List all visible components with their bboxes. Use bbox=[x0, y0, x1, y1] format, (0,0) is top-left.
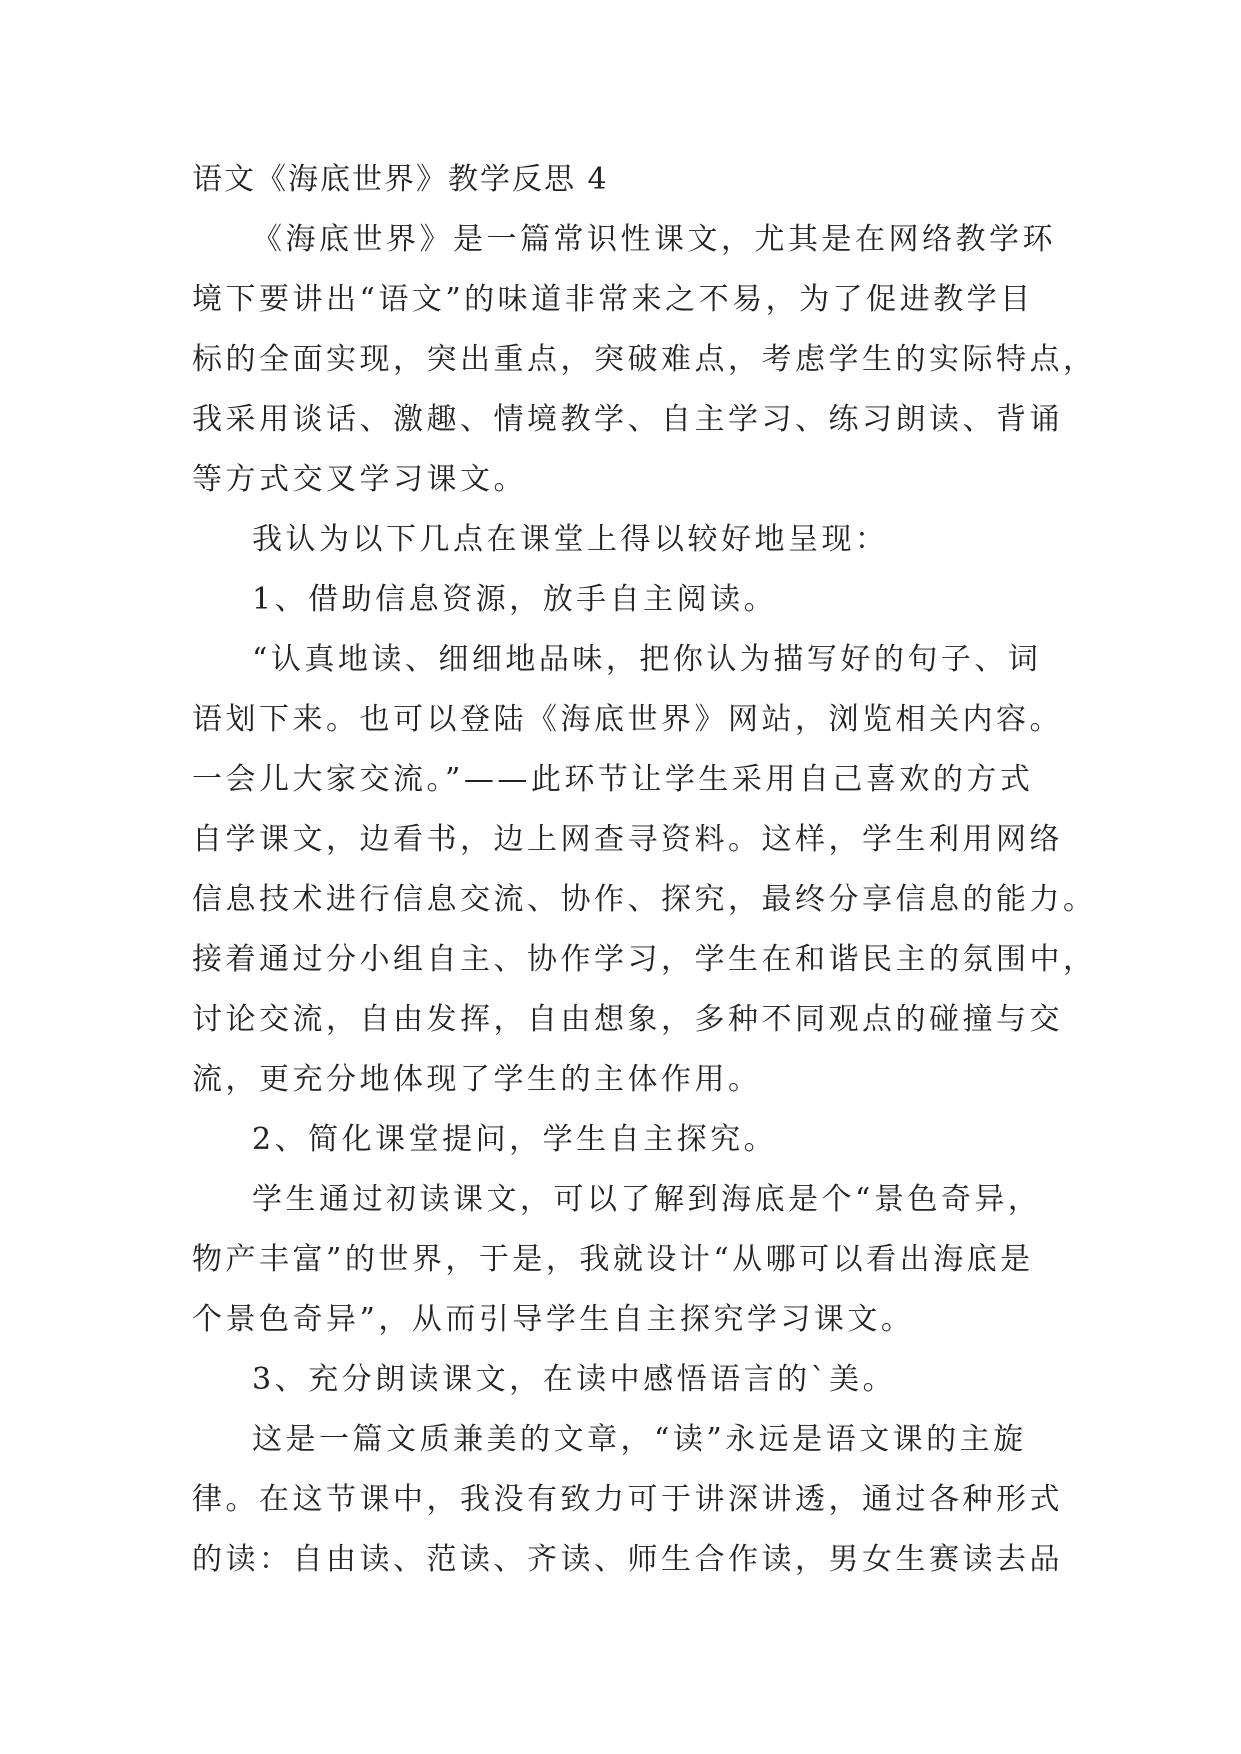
text-line: 讨论交流，自由发挥，自由想象，多种不同观点的碰撞与交 bbox=[192, 1002, 1063, 1037]
text-line: 物产丰富”的世界，于是，我就设计“从哪可以看出海底是 bbox=[192, 1242, 1034, 1277]
text-line: 《海底世界》是一篇常识性课文，尤其是在网络教学环 bbox=[252, 222, 1056, 257]
text-line: 2、简化课堂提问，学生自主探究。 bbox=[252, 1122, 778, 1157]
text-line: 这是一篇文质兼美的文章，“读”永远是语文课的主旋 bbox=[252, 1422, 1027, 1457]
text-line: 我采用谈话、激趣、情境教学、自主学习、练习朗读、背诵 bbox=[192, 402, 1063, 437]
text-line: 学生通过初读课文，可以了解到海底是个“景色奇异， bbox=[252, 1182, 1042, 1217]
text-line: 3、充分朗读课文，在读中感悟语言的`美。 bbox=[252, 1362, 897, 1397]
text-line: 等方式交叉学习课文。 bbox=[192, 462, 527, 497]
text-line: 自学课文，边看书，边上网查寻资料。这样，学生利用网络 bbox=[192, 822, 1063, 857]
document-title: 语文《海底世界》教学反思 4 bbox=[192, 162, 609, 197]
text-line: 的读：自由读、范读、齐读、师生合作读，男女生赛读去品 bbox=[192, 1542, 1063, 1577]
text-line: 个景色奇异”，从而引导学生自主探究学习课文。 bbox=[192, 1302, 915, 1337]
text-line: 接着通过分小组自主、协作学习，学生在和谐民主的氛围中， bbox=[192, 942, 1097, 977]
text-line: 1、借助信息资源，放手自主阅读。 bbox=[252, 582, 778, 617]
text-line: 语划下来。也可以登陆《海底世界》网站，浏览相关内容。 bbox=[192, 702, 1063, 737]
text-line: 律。在这节课中，我没有致力可于讲深讲透，通过各种形式 bbox=[192, 1482, 1063, 1517]
text-line: 一会儿大家交流。”——此环节让学生采用自己喜欢的方式 bbox=[192, 762, 1034, 797]
text-line: 流，更充分地体现了学生的主体作用。 bbox=[192, 1062, 762, 1097]
text-line: 我认为以下几点在课堂上得以较好地呈现： bbox=[252, 522, 889, 557]
document-body bbox=[192, 160, 1097, 1580]
text-line: “认真地读、细细地品味，把你认为描写好的句子、词 bbox=[252, 642, 1042, 677]
text-line: 信息技术进行信息交流、协作、探究，最终分享信息的能力。 bbox=[192, 882, 1097, 917]
text-line: 境下要讲出“语文”的味道非常来之不易，为了促进教学目 bbox=[192, 282, 1034, 317]
text-lines bbox=[192, 220, 1097, 1580]
text-line: 标的全面实现，突出重点，突破难点，考虑学生的实际特点， bbox=[192, 342, 1097, 377]
